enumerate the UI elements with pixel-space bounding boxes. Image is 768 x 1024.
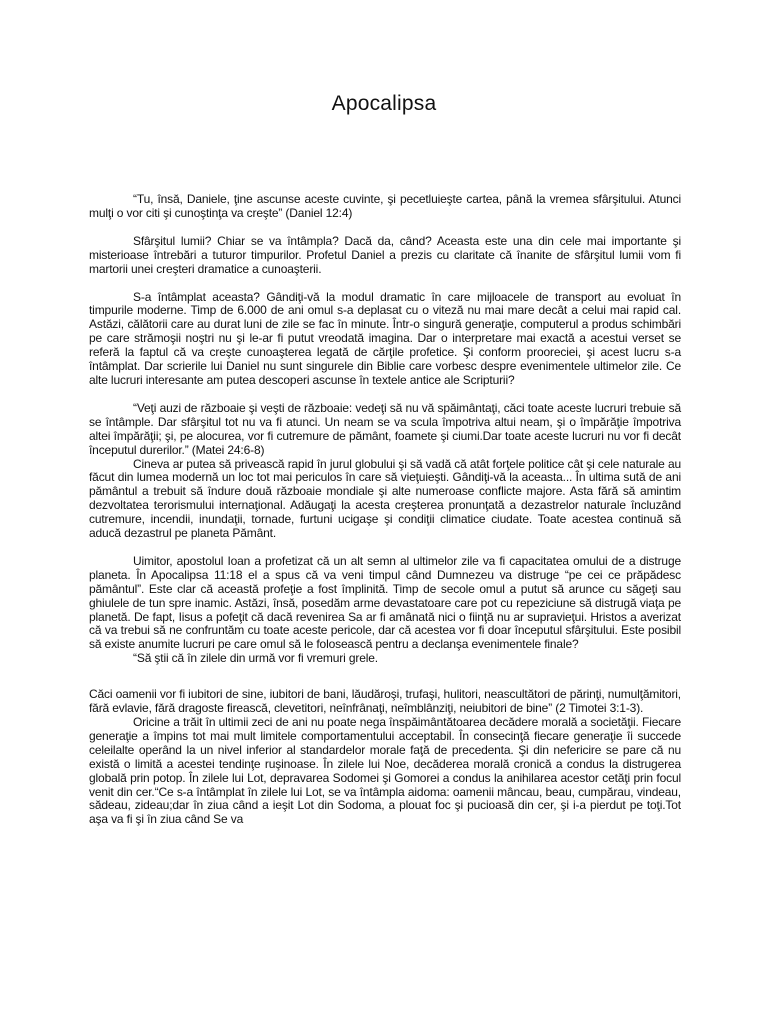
paragraph-world-dangers: Cineva ar putea să privească rapid în jurul globului şi să vadă că atât forţele politice cât şi cele naturale au făcut din lumea modernă un loc tot mai periculos în care să vieţuieşti. Gândiţi-vă la aceasta... În ultima sută de ani pământul a trebuit să îndure două războaie mondiale şi alte numeroase conflicte majore. Asta fără să amintim dezvoltatea terorismului internaţional. Adăugaţi la acesta creşterea pronunţată a dezastrelor naturale încluzând cutremure, incendii, inundaţii, tornade, furtuni ucigaşe şi condiţii climatice ciudate. Toate acestea continuă să aducă dezastrul pe planeta Pământ. xyxy=(89,456,681,541)
paragraph-knowledge-growth: S-a întâmplat aceasta? Gândiţi-vă la modul dramatic în care mijloacele de transport au evoluat în timpurile moderne. Timp de 6.000 de ani omul s-a deplasat cu o viteză nu mai mare decât a celui mai rapid cal. Astăzi, călătorii care au durat luni de zile se fac în minute. Într-o singură generaţie, computerul a produs schimbări pe care strămoşii noştri nu şi le-ar fi putut vreodată imagina. Dar o interpretare mai exactă a acestui verset se referă la faptul că va creşte cunoaşterea legată de cărţile profetice. Şi conform prooreciei, şi acest lucru s-a întâmplat. Dar scrierile lui Daniel nu sunt singurele din Biblie care vorbesc despre evenimentele ultimelor zile. Ce alte lucruri interesante am putea descoperi ascunse în textele antice ale Scripturii? xyxy=(89,289,681,387)
paragraph-hard-times-quote: “Să ştii că în zilele din urmă vor fi vremuri grele. xyxy=(133,651,378,666)
paragraph-matthew-quote: “Veţi auzi de războaie şi veşti de războaie: vedeţi să nu vă spăimântaţi, căci toate aceste lucruri trebuie să se întâmple. Dar sfârşitul tot nu va fi atunci. Un neam se va scula împotriva altui neam, şi o împărăţie împotriva altei împărăţii; şi, pe alocurea, vor fi cutremure de pământ, foamete şi ciumi.Dar toate aceste lucruri nu vor fi decât începutul durerilor.” (Matei 24:6-8) xyxy=(89,400,681,457)
paragraph-moral-decline: Oricine a trăit în ultimii zeci de ani nu poate nega înspăimântătoarea decădere morală a societăţii. Fiecare generaţie a împins tot mai mult limitele comportamentului acceptabil. În consecinţă fiecare generaţie îi succede celeilalte operând la un nivel inferior al standardelor morale faţă de precedenta. Şi din nefericire se pare că nu există o limită a acestei tendinţe ruşinoase. În zilele lui Noe, decăderea morală cronică a condus la distrugerea globală prin potop. În zilele lui Lot, depravarea Sodomei şi Gomorei a condus la anihilarea acestor cetăţi prin focul venit din cer.“Ce s-a întâmplat în zilele lui Lot, se va întâmpla aidoma: oamenii mâncau, beau, cumpărau, vindeau, sădeau, zideau;dar în ziua când a ieşit Lot din Sodoma, a plouat foc şi pucioasă din cer, şi i-a pierdut pe toţi.Tot aşa va fi şi în ziua când Se va xyxy=(89,715,681,827)
paragraph-destroy-planet: Uimitor, apostolul Ioan a profetizat că un alt semn al ultimelor zile va fi capacitatea omului de a distruge planeta. În Apocalipsa 11:18 el a spus că va veni timpul când Dumnezeu va distruge “pe cei ce prăpădesc pământul”. Este clar că această profeţie a fost împlinită. Timp de secole omul a putut să arunce cu săgeţi sau ghiulele de tun spre inamic. Astăzi, însă, posedăm arme devastatoare care pot cu repeziciune să distrugă viaţa pe planetă. De fapt, Iisus a pofeţit că dacă revenirea Sa ar fi amânată nici o fiinţă nu ar supravieţui. Hristos a averizat că va trebui să ne confruntăm cu toate aceste pericole, dar că acestea vor fi doar începutul sfârşitului. Este posibil să existe anumite lucruri pe care omul să le folosească pentru a declanşa evenimentele finale? xyxy=(89,553,681,652)
paragraph-daniel-quote: “Tu, însă, Daniele, ţine ascunse aceste cuvinte, şi pecetluieşte cartea, până la vremea sfârşitului. Atunci mulţi o vor citi şi cunoştinţa va creşte” (Daniel 12:4) xyxy=(89,192,681,220)
document-body xyxy=(89,193,681,827)
document-title: Apocalipsa xyxy=(331,92,437,115)
paragraph-end-of-world: Sfârşitul lumii? Chiar se va întâmpla? Dacă da, când? Aceasta este una din cele mai importante şi misterioase întrebări a tuturor timpurilor. Profetul Daniel a prezis cu claritate că înanite de sfârşitul lumii vom fi martorii unei creşteri dramatice a cunoaşterii. xyxy=(89,233,681,276)
paragraph-timothy-quote: Căci oamenii vor fi iubitori de sine, iubitori de bani, lăudăroşi, trufaşi, hulitori, neascultători de părinţi, numulţămitori, fără evlavie, fără dragoste firească, clevetitori, neînfrânaţi, neîmblânziţi, neiubitori de bine” (2 Timotei 3:1-3). xyxy=(89,687,681,716)
